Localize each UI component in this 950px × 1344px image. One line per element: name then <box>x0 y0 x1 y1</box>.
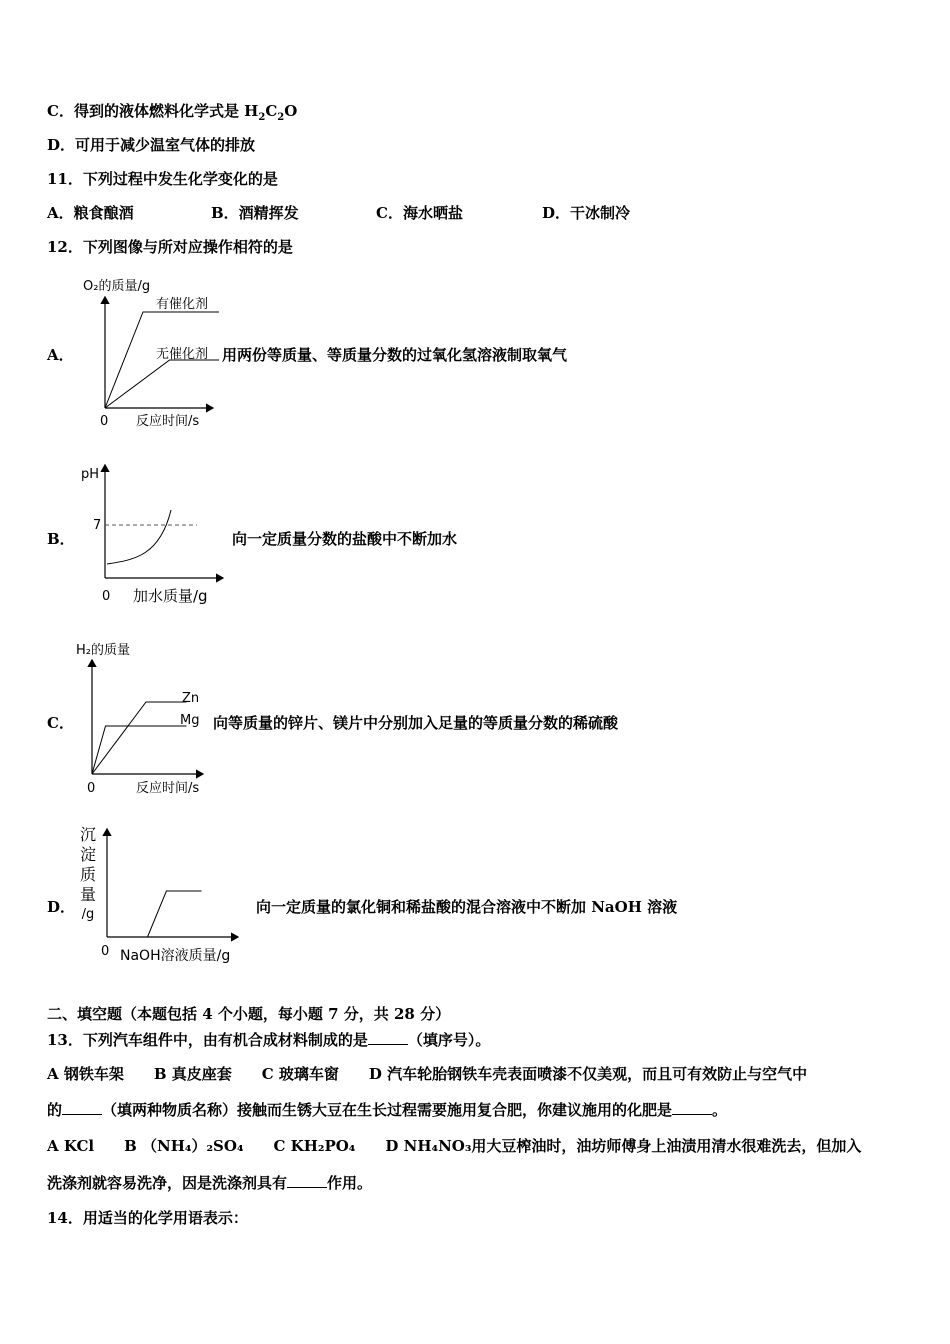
q11-option-c: C．海水晒盐 <box>376 204 463 222</box>
q12-option-a-desc: 用两份等质量、等质量分数的过氧化氢溶液制取氧气 <box>222 346 568 364</box>
q12-option-b-letter: B． <box>47 530 75 548</box>
answer-blank[interactable] <box>672 1100 712 1115</box>
chart-d-origin: 0 <box>101 944 110 959</box>
chart-b-ylabel: pH <box>81 467 100 482</box>
chart-a <box>70 275 230 435</box>
q13-line5: 洗涤剂就容易洗净，因是洗涤剂具有 作用。 <box>47 1174 373 1192</box>
chart-d-ylabel: 沉 淀 质 量 /g <box>79 825 96 922</box>
q11-option-b: B．酒精挥发 <box>211 204 299 222</box>
q12-option-a-letter: A． <box>47 346 74 364</box>
answer-blank[interactable] <box>62 1100 102 1115</box>
option-d-line: D．可用于减少温室气体的排放 <box>47 136 256 154</box>
q13-line4: A KCl B （NH₄）₂SO₄ C KH₂PO₄ D NH₄NO₃用大豆榨油时，油坊师傅身上油渍用清水很难洗去，但加入 <box>47 1137 862 1155</box>
question-14: 14．用适当的化学用语表示： <box>47 1209 248 1227</box>
chart-c-series-mg <box>92 726 187 774</box>
section-2-title: 二、填空题（本题包括 4 个小题，每小题 7 分，共 28 分） <box>47 1005 451 1023</box>
option-c-line: C．得到的液体燃料化学式是 $H_2C_2O$ <box>47 102 298 123</box>
chart-d-xlabel: NaOH溶液质量/g <box>120 948 231 964</box>
chart-d-series <box>107 891 202 937</box>
question-12: 12．下列图像与所对应操作相符的是 <box>47 238 293 256</box>
chart-a-series-nocatalyst <box>105 360 219 408</box>
chart-a-xlabel: 反应时间/s <box>136 414 200 429</box>
chart-a-label-catalyst: 有催化剂 <box>156 297 209 312</box>
chart-c-ylabel: H₂的质量 <box>76 643 130 658</box>
chart-c-origin: 0 <box>87 781 96 796</box>
chart-b <box>75 460 235 610</box>
q12-option-c-desc: 向等质量的锌片、镁片中分别加入足量的等质量分数的稀硫酸 <box>213 714 619 732</box>
answer-blank[interactable] <box>287 1173 327 1188</box>
chart-b-xlabel: 加水质量/g <box>133 587 208 605</box>
q12-option-b-desc: 向一定质量分数的盐酸中不断加水 <box>232 530 458 548</box>
question-13: 13．下列汽车组件中，由有机合成材料制成的是 （填序号）。 <box>47 1031 491 1049</box>
q12-option-d-letter: D． <box>47 898 76 916</box>
chart-b-origin: 0 <box>102 589 111 604</box>
chart-c-xlabel: 反应时间/s <box>136 781 200 796</box>
chart-b-ref-label: 7 <box>93 518 102 533</box>
chart-c-label-zn: Zn <box>182 691 200 706</box>
q13-line3: 的 （填两种物质名称）接触而生锈大豆在生长过程需要施用复合肥，你建议施用的化肥是 。 <box>47 1101 728 1119</box>
chart-a-label-nocatalyst: 无催化剂 <box>156 347 209 362</box>
answer-blank[interactable] <box>368 1030 408 1045</box>
chart-c-label-mg: Mg <box>180 713 200 728</box>
chart-d <box>95 825 265 970</box>
chart-c-series-zn <box>92 702 187 774</box>
chart-a-origin: 0 <box>100 414 109 429</box>
q11-option-d: D．干冰制冷 <box>542 204 631 222</box>
q11-option-a: A．粮食酿酒 <box>47 204 134 222</box>
q13-options-line: A 钢铁车架 B 真皮座套 C 玻璃车窗 D 汽车轮胎钢铁车壳表面喷漆不仅美观，而且可有效防止与空气中 <box>47 1065 808 1083</box>
chart-a-ylabel: O₂的质量/g <box>83 279 151 294</box>
q12-option-c-letter: C． <box>47 714 74 732</box>
chart-b-curve <box>107 510 171 564</box>
chart-c <box>70 638 230 803</box>
question-11: 11．下列过程中发生化学变化的是 <box>47 170 278 188</box>
q12-option-d-desc: 向一定质量的氯化铜和稀盐酸的混合溶液中不断加 NaOH 溶液 <box>256 898 678 916</box>
